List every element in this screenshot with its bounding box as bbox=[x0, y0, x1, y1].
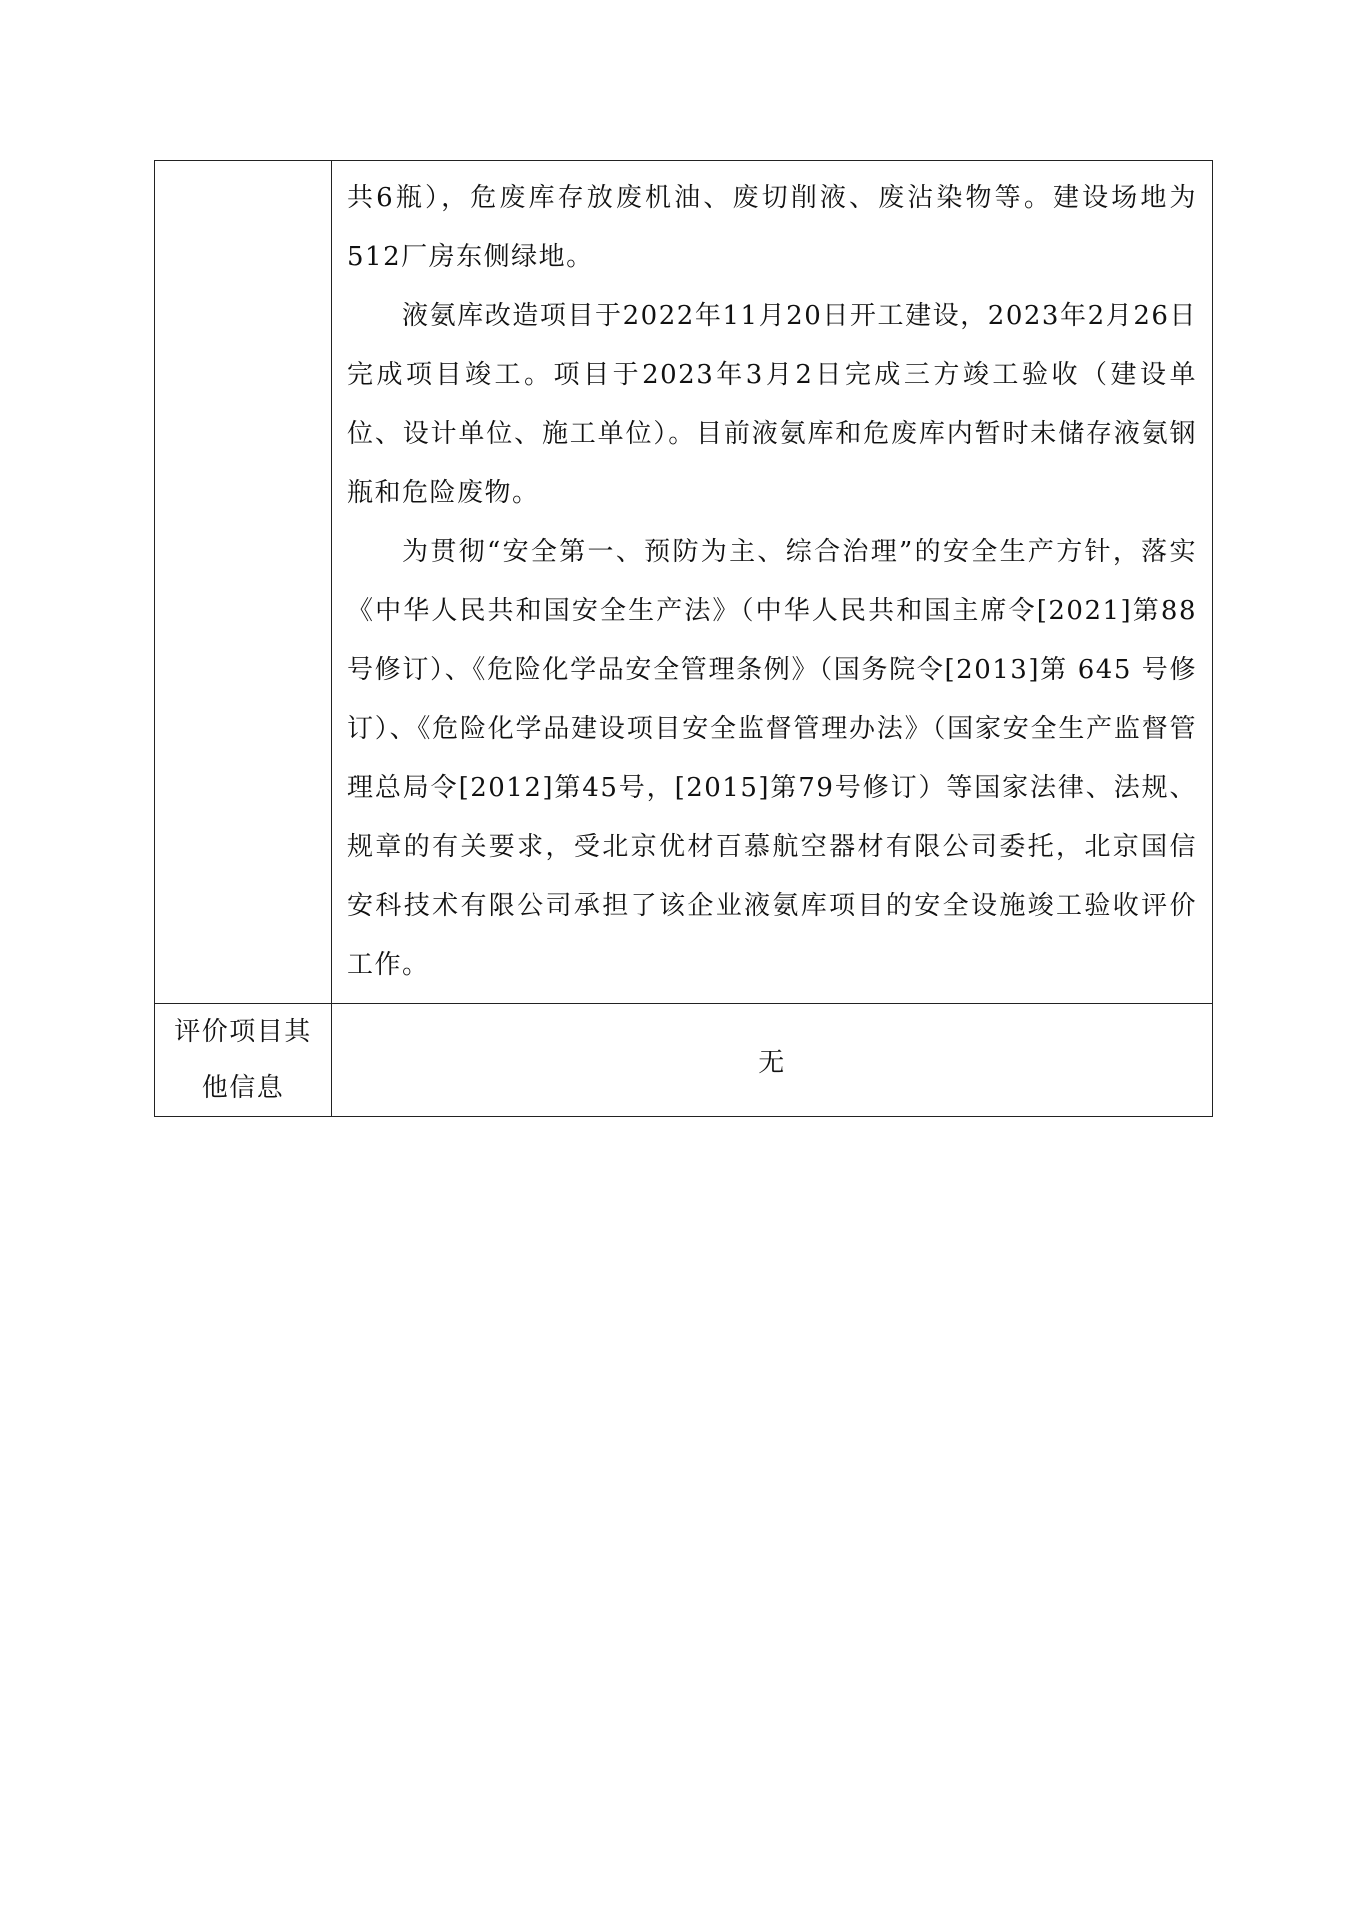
evaluation-table bbox=[154, 160, 1213, 1117]
paragraph-storage-site: 共6瓶），危废库存放废机油、废切削液、废沾染物等。建设场地为512厂房东侧绿地。 bbox=[347, 183, 1197, 272]
paragraph-legal-basis: 为贯彻“安全第一、预防为主、综合治理”的安全生产方针，落实《中华人民共和国安全生产法》（中华人民共和国主席令[2021]第88号修订）、《危险化学品安全管理条例》（国务院令[2013]第 645 号修订）、《危险化学品建设项目安全监督管理办法》（国家安全生产监督管理总局令[2012]第45号，[2015]第79号修订）等国家法律、法规、规章的有关要求，受北京优材百慕航空器材有限公司委托，北京国信安科技术有限公司承担了该企业液氨库项目的安全设施竣工验收评价工作。 bbox=[347, 537, 1197, 980]
project-description-cell bbox=[332, 161, 1213, 1004]
other-info-label: 评价项目其他信息 bbox=[155, 1004, 332, 1117]
other-info-value: 无 bbox=[332, 1004, 1213, 1117]
other-info-row bbox=[155, 1004, 1213, 1117]
empty-label-cell bbox=[155, 161, 332, 1004]
paragraph-construction-timeline: 液氨库改造项目于2022年11月20日开工建设，2023年2月26日完成项目竣工。项目于2023年3月2日完成三方竣工验收（建设单位、设计单位、施工单位）。目前液氨库和危废库内暂时未储存液氨钢瓶和危险废物。 bbox=[347, 301, 1197, 508]
project-description-row bbox=[155, 161, 1213, 1004]
